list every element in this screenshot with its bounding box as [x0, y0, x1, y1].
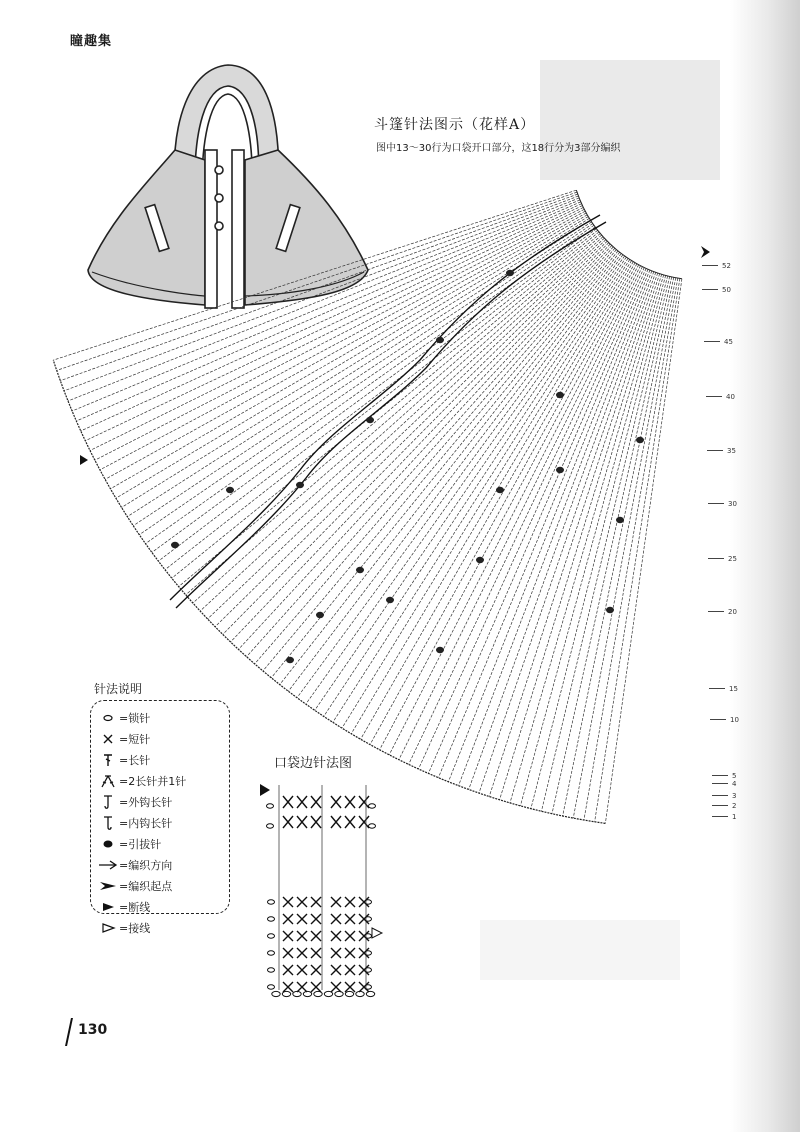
sc-mark: [331, 897, 341, 907]
sc-mark: [331, 914, 341, 924]
sc-mark: [331, 982, 341, 992]
chain-mark: [369, 824, 376, 828]
legend-title: 针法说明: [94, 682, 143, 696]
sc-mark: [345, 982, 355, 992]
sc-mark: [311, 914, 321, 924]
sc-mark: [297, 948, 307, 958]
sc-mark: [297, 897, 307, 907]
diagram-subtitle: 图中13～30行为口袋开口部分，这18行分为3部分编织: [376, 143, 621, 154]
chain-mark: [268, 951, 275, 955]
sc-mark: [345, 965, 355, 975]
row-number-label: 3: [732, 792, 737, 800]
chain-mark: [282, 991, 290, 996]
sc-mark: [311, 897, 321, 907]
chain-mark: [267, 804, 274, 808]
sc-mark: [283, 948, 293, 958]
sc-mark: [283, 796, 293, 808]
row-number-label: 20: [728, 608, 737, 616]
sc-mark: [297, 816, 307, 828]
chain-mark: [365, 934, 372, 938]
chain-mark: [268, 968, 275, 972]
chain-mark: [267, 824, 274, 828]
row-number-label: 1: [732, 813, 737, 821]
row-number-label: 50: [722, 286, 731, 294]
sc-mark: [297, 982, 307, 992]
row-number-label: 15: [729, 685, 738, 693]
legend-label: =锁针: [119, 711, 151, 725]
sc-mark: [345, 914, 355, 924]
diagram-title: 斗篷针法图示（花样A）: [374, 117, 536, 133]
chain-mark: [365, 985, 372, 989]
sc-mark: [283, 816, 293, 828]
chain-mark: [365, 968, 372, 972]
sc-mark: [311, 796, 321, 808]
chain-mark: [268, 917, 275, 921]
chain-mark: [365, 951, 372, 955]
row-number-label: 30: [728, 500, 737, 508]
sc-mark: [311, 816, 321, 828]
sc-mark: [283, 982, 293, 992]
chain-mark: [314, 991, 322, 996]
chain-mark: [356, 991, 364, 996]
legend-label: =短针: [119, 732, 151, 746]
brand-title: 瞳趣集: [70, 34, 113, 49]
sc-mark: [345, 931, 355, 941]
page-number: 130: [78, 1022, 108, 1038]
chain-mark: [365, 917, 372, 921]
chain-mark: [345, 991, 353, 996]
sc-mark: [331, 948, 341, 958]
sc-mark: [359, 796, 369, 808]
sc-mark: [297, 931, 307, 941]
sc-mark: [297, 914, 307, 924]
legend-label: =编织方向: [119, 858, 173, 872]
row-number-label: 4: [732, 780, 737, 788]
row-number-label: 40: [726, 393, 735, 401]
sc-mark: [331, 816, 341, 828]
sc-mark: [297, 796, 307, 808]
sc-mark: [359, 816, 369, 828]
legend-label: =断线: [119, 900, 151, 914]
join-arrow-icon: [372, 928, 382, 938]
chain-mark: [268, 900, 275, 904]
chain-mark: [268, 985, 275, 989]
sc-mark: [283, 914, 293, 924]
sc-mark: [311, 931, 321, 941]
sc-mark: [345, 816, 355, 828]
legend-label: =接线: [119, 921, 151, 935]
row-number-label: 25: [728, 555, 737, 563]
legend-label: =引拔针: [119, 837, 162, 851]
sc-mark: [283, 931, 293, 941]
sc-mark: [345, 948, 355, 958]
sc-mark: [331, 796, 341, 808]
sc-mark: [297, 965, 307, 975]
chain-mark: [365, 900, 372, 904]
chain-mark: [324, 991, 332, 996]
sc-mark: [311, 965, 321, 975]
sc-mark: [311, 948, 321, 958]
row-number-label: 52: [722, 262, 731, 270]
pocket-chart-title: 口袋边针法图: [274, 756, 353, 771]
sc-mark: [311, 982, 321, 992]
sc-mark: [345, 796, 355, 808]
chain-mark: [293, 991, 301, 996]
row-number-label: 10: [730, 716, 739, 724]
legend-label: =长针: [119, 753, 151, 767]
sc-mark: [331, 931, 341, 941]
chain-mark: [268, 934, 275, 938]
legend-label: =内钩长针: [119, 816, 173, 830]
sc-mark: [283, 965, 293, 975]
legend-label: =编织起点: [119, 879, 173, 893]
chain-mark: [335, 991, 343, 996]
chain-mark: [272, 991, 280, 996]
row-number-label: 35: [727, 447, 736, 455]
legend-label: =2长针并1针: [119, 774, 187, 788]
sc-mark: [331, 965, 341, 975]
row-number-label: 5: [732, 772, 737, 780]
legend-label: =外钩长针: [119, 795, 173, 809]
start-arrow-icon: [260, 784, 270, 796]
sc-mark: [345, 897, 355, 907]
chain-mark: [303, 991, 311, 996]
chain-mark: [369, 804, 376, 808]
chain-mark: [366, 991, 374, 996]
row-number-label: 45: [724, 338, 733, 346]
row-number-label: 2: [732, 802, 737, 810]
sc-mark: [283, 897, 293, 907]
